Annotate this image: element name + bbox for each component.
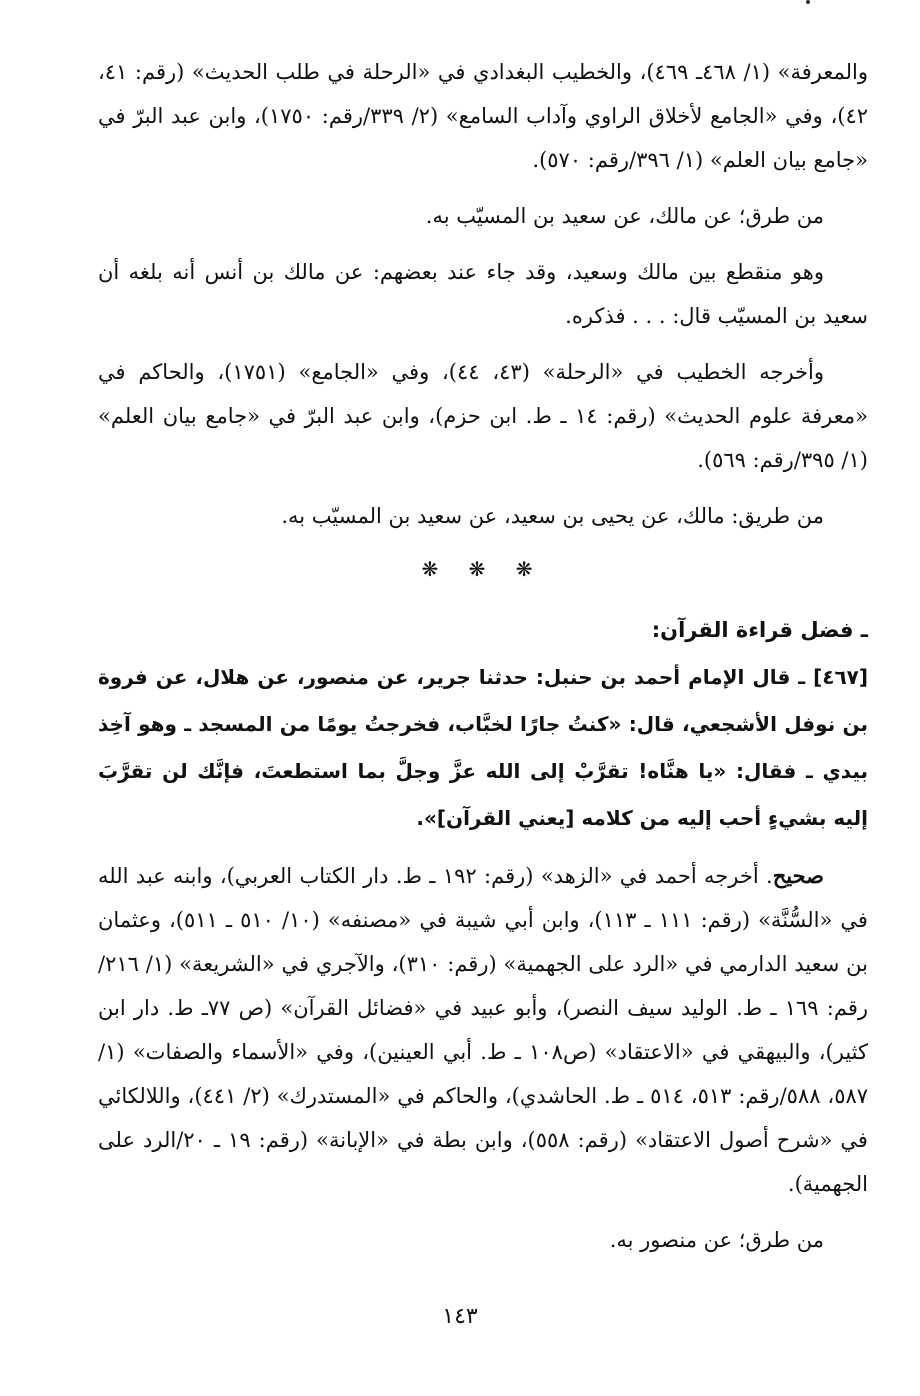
top-dot-mark bbox=[806, 0, 810, 4]
text-column bbox=[98, 50, 868, 1262]
hadith-grade: صحيح bbox=[772, 863, 824, 888]
paragraph-chain-2: من طريق: مالك، عن يحيى بن سعيد، عن سعيد بن المسيّب به. bbox=[281, 504, 824, 528]
section-separator: ❋ ❋ ❋ bbox=[421, 557, 545, 581]
paragraph-sources-continued: والمعرفة» (١/ ٤٦٨ـ ٤٦٩)، والخطيب البغدادي في «الرحلة في طلب الحديث» (رقم: ٤١، ٤٢)، وفي «الجامع لأخلاق الراوي وآداب السامع» (٢/ ٣٣٩/رقم: ١٧٥٠)، وابن عبد البرّ في «جامع بيان العلم» (١/ ٣٩٦/رقم: ٥٧٠). bbox=[98, 60, 868, 172]
section-title: ـ فضل قراءة القرآن: bbox=[651, 618, 868, 642]
page-number: ١٤٣ bbox=[442, 1304, 478, 1329]
paragraph-takhrij bbox=[98, 854, 868, 1206]
paragraph-chain-3: من طرق؛ عن منصور به. bbox=[609, 1228, 824, 1252]
takhrij-text: . أخرجه أحمد في «الزهد» (رقم: ١٩٢ ـ ط. دار الكتاب العربي)، وابنه عبد الله في «السُّنَّة» (رقم: ١١١ ـ ١١٣)، وابن أبي شيبة في «مصنفه» (١٠/ ٥١٠ ـ ٥١١)، وعثمان بن سعيد الدارمي في «الرد على الجهمية» (رقم: ٣١٠)، والآجري في «الشريعة» (١/ ٢١٦/رقم: ١٦٩ ـ ط. الوليد سيف النصر)، وأبو عبيد في «فضائل القرآن» (ص ٧٧ـ ط. دار ابن كثير)، والبيهقي في «الاعتقاد» (ص١٠٨ ـ ط. أبي العينين)، وفي «الأسماء والصفات» (١/ ٥٨٧، ٥٨٨/رقم: ٥١٣، ٥١٤ ـ ط. الحاشدي)، والحاكم في «المستدرك» (٢/ ٤٤١)، واللالكائي في «شرح أصول الاعتقاد» (رقم: ٥٥٨)، وابن بطة في «الإبانة» (رقم: ١٩ ـ ٢٠/الرد على الجهمية). bbox=[98, 864, 869, 1196]
paragraph-chain-1: من طرق؛ عن مالك، عن سعيد بن المسيّب به. bbox=[425, 204, 824, 228]
hadith-text: [٤٦٧] ـ قال الإمام أحمد بن حنبل: حدثنا جرير، عن منصور، عن هلال، عن فروة بن نوفل الأشجعي، قال: «كنتُ جارًا لخبَّاب، فخرجتُ يومًا من المسجد ـ وهو آخِذ بيدي ـ فقال: «يا هنَّاه! تقرَّبْ إلى الله عزَّ وجلَّ بما استطعتَ، فإنَّك لن تقرَّبَ إليه بشيءٍ أحب إليه من كلامه [يعني القرآن]». bbox=[98, 665, 868, 830]
paragraph-sources-2: وأخرجه الخطيب في «الرحلة» (٤٣، ٤٤)، وفي «الجامع» (١٧٥١)، والحاكم في «معرفة علوم الحديث» (رقم: ١٤ ـ ط. ابن حزم)، وابن عبد البرّ في «جامع بيان العلم» (١/ ٣٩٥/رقم: ٥٦٩). bbox=[98, 360, 868, 472]
paragraph-interruption-note: وهو منقطع بين مالك وسعيد، وقد جاء عند بعضهم: عن مالك بن أنس أنه بلغه أن سعيد بن المسيّب قال: . . . فذكره. bbox=[98, 260, 868, 328]
